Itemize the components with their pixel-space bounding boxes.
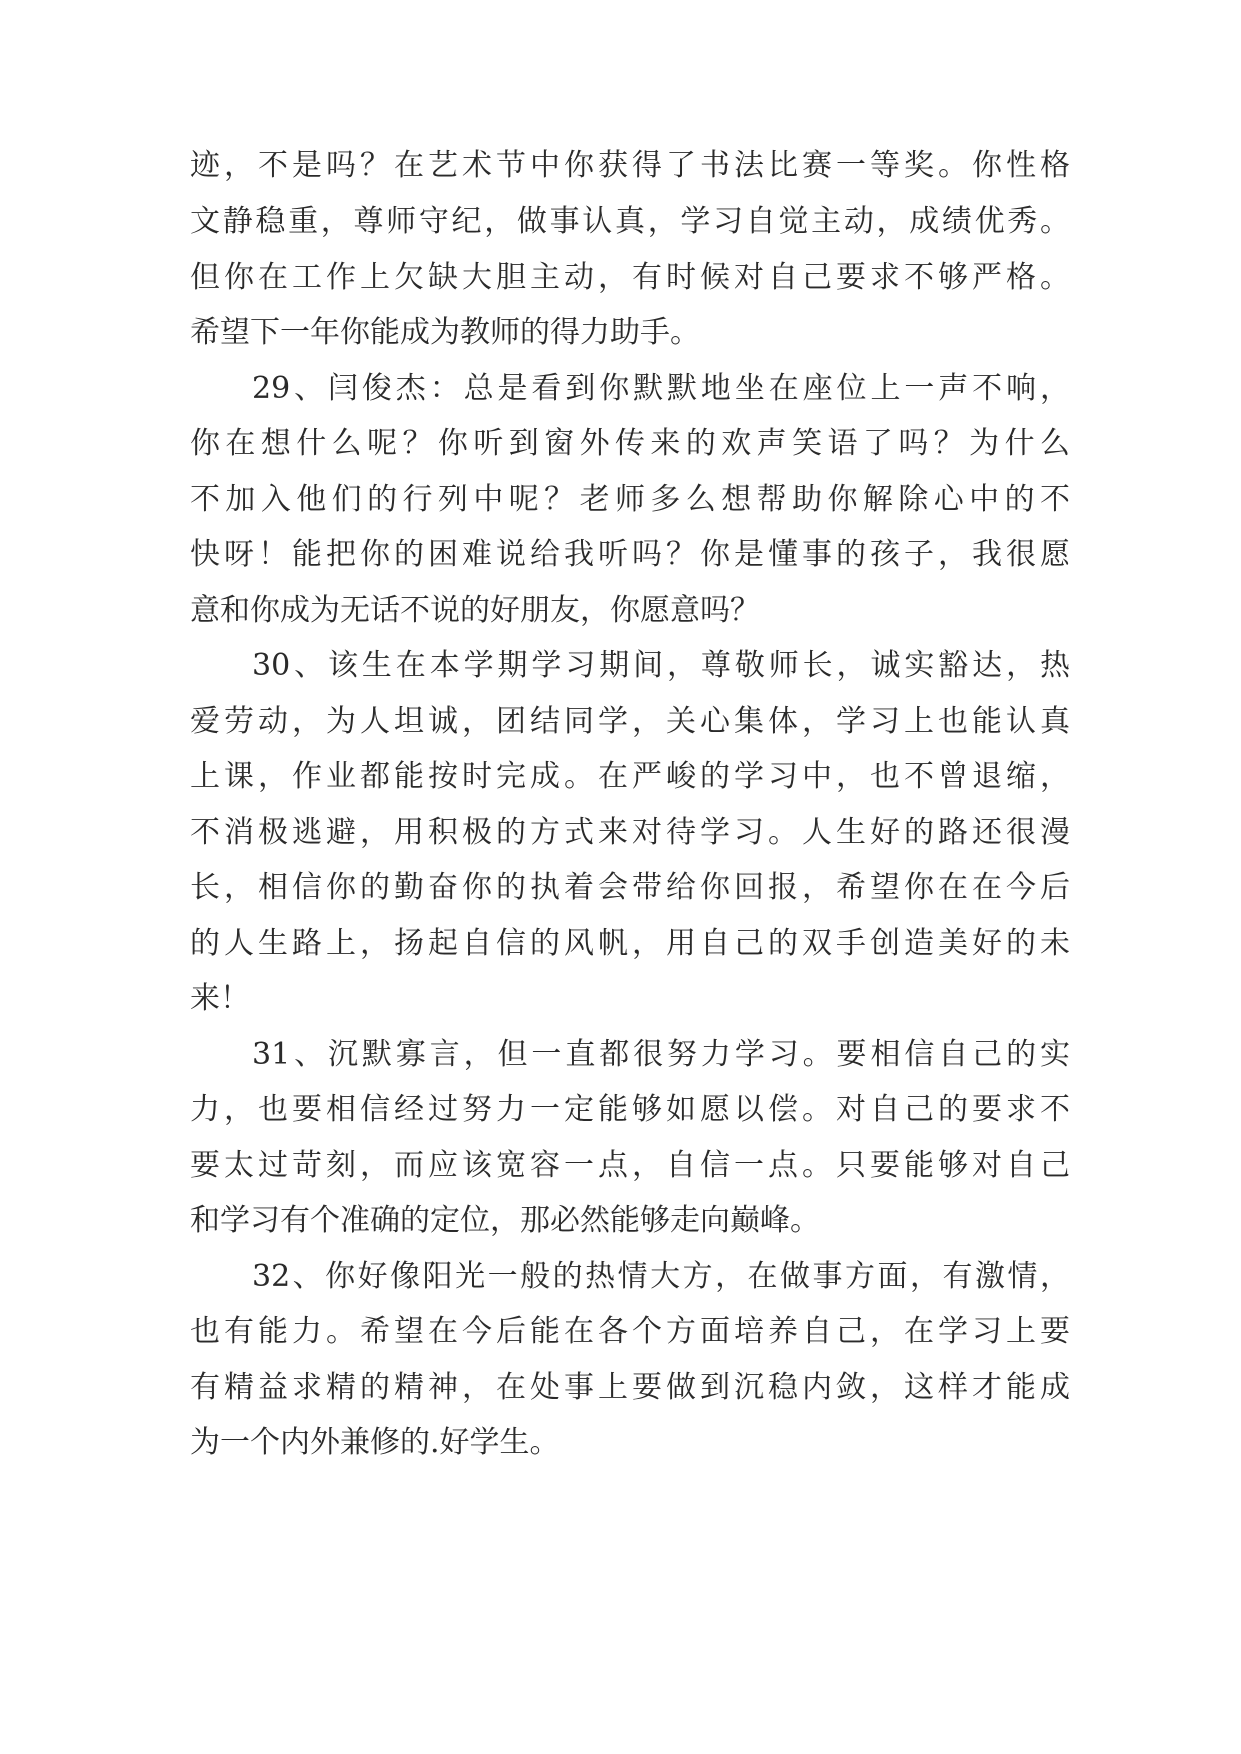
text-line: 要太过苛刻，而应该宽容一点，自信一点。只要能够对自己	[190, 1148, 1070, 1183]
text-line: 力，也要相信经过努力一定能够如愿以偿。对自己的要求不	[190, 1092, 1070, 1127]
text-line: 上课，作业都能按时完成。在严峻的学习中，也不曾退缩，	[190, 759, 1070, 794]
text-line: 不加入他们的行列中呢？老师多么想帮助你解除心中的不	[190, 482, 1070, 517]
text-line: 和学习有个准确的定位，那必然能够走向巅峰。	[190, 1203, 820, 1238]
text-line: 也有能力。希望在今后能在各个方面培养自己，在学习上要	[190, 1314, 1070, 1349]
text-line: 希望下一年你能成为教师的得力助手。	[190, 315, 700, 350]
text-line: 爱劳动，为人坦诚，团结同学，关心集体，学习上也能认真	[190, 704, 1070, 739]
paragraph-29-first-line: 29、闫俊杰：总是看到你默默地坐在座位上一声不响，	[252, 371, 1070, 406]
text-line: 文静稳重，尊师守纪，做事认真，学习自觉主动，成绩优秀。	[190, 204, 1070, 239]
paragraph-32-first-line: 32、你好像阳光一般的热情大方，在做事方面，有激情，	[252, 1259, 1070, 1294]
text-line: 有精益求精的精神，在处事上要做到沉稳内敛，这样才能成	[190, 1370, 1070, 1405]
text-line: 意和你成为无话不说的好朋友，你愿意吗？	[190, 593, 760, 628]
text-line: 的人生路上，扬起自信的风帆，用自己的双手创造美好的未	[190, 926, 1070, 961]
text-line: 迹，不是吗？在艺术节中你获得了书法比赛一等奖。你性格	[190, 148, 1070, 183]
text-line: 快呀！能把你的困难说给我听吗？你是懂事的孩子，我很愿	[190, 537, 1070, 572]
text-line: 但你在工作上欠缺大胆主动，有时候对自己要求不够严格。	[190, 260, 1070, 295]
text-line: 长，相信你的勤奋你的执着会带给你回报，希望你在在今后	[190, 870, 1070, 905]
text-line: 来！	[190, 981, 250, 1016]
text-line: 为一个内外兼修的.好学生。	[190, 1425, 560, 1460]
text-line: 你在想什么呢？你听到窗外传来的欢声笑语了吗？为什么	[190, 426, 1070, 461]
text-line: 不消极逃避，用积极的方式来对待学习。人生好的路还很漫	[190, 815, 1070, 850]
paragraph-30-first-line: 30、该生在本学期学习期间，尊敬师长，诚实豁达，热	[252, 648, 1070, 683]
paragraph-31-first-line: 31、沉默寡言，但一直都很努力学习。要相信自己的实	[252, 1037, 1070, 1072]
